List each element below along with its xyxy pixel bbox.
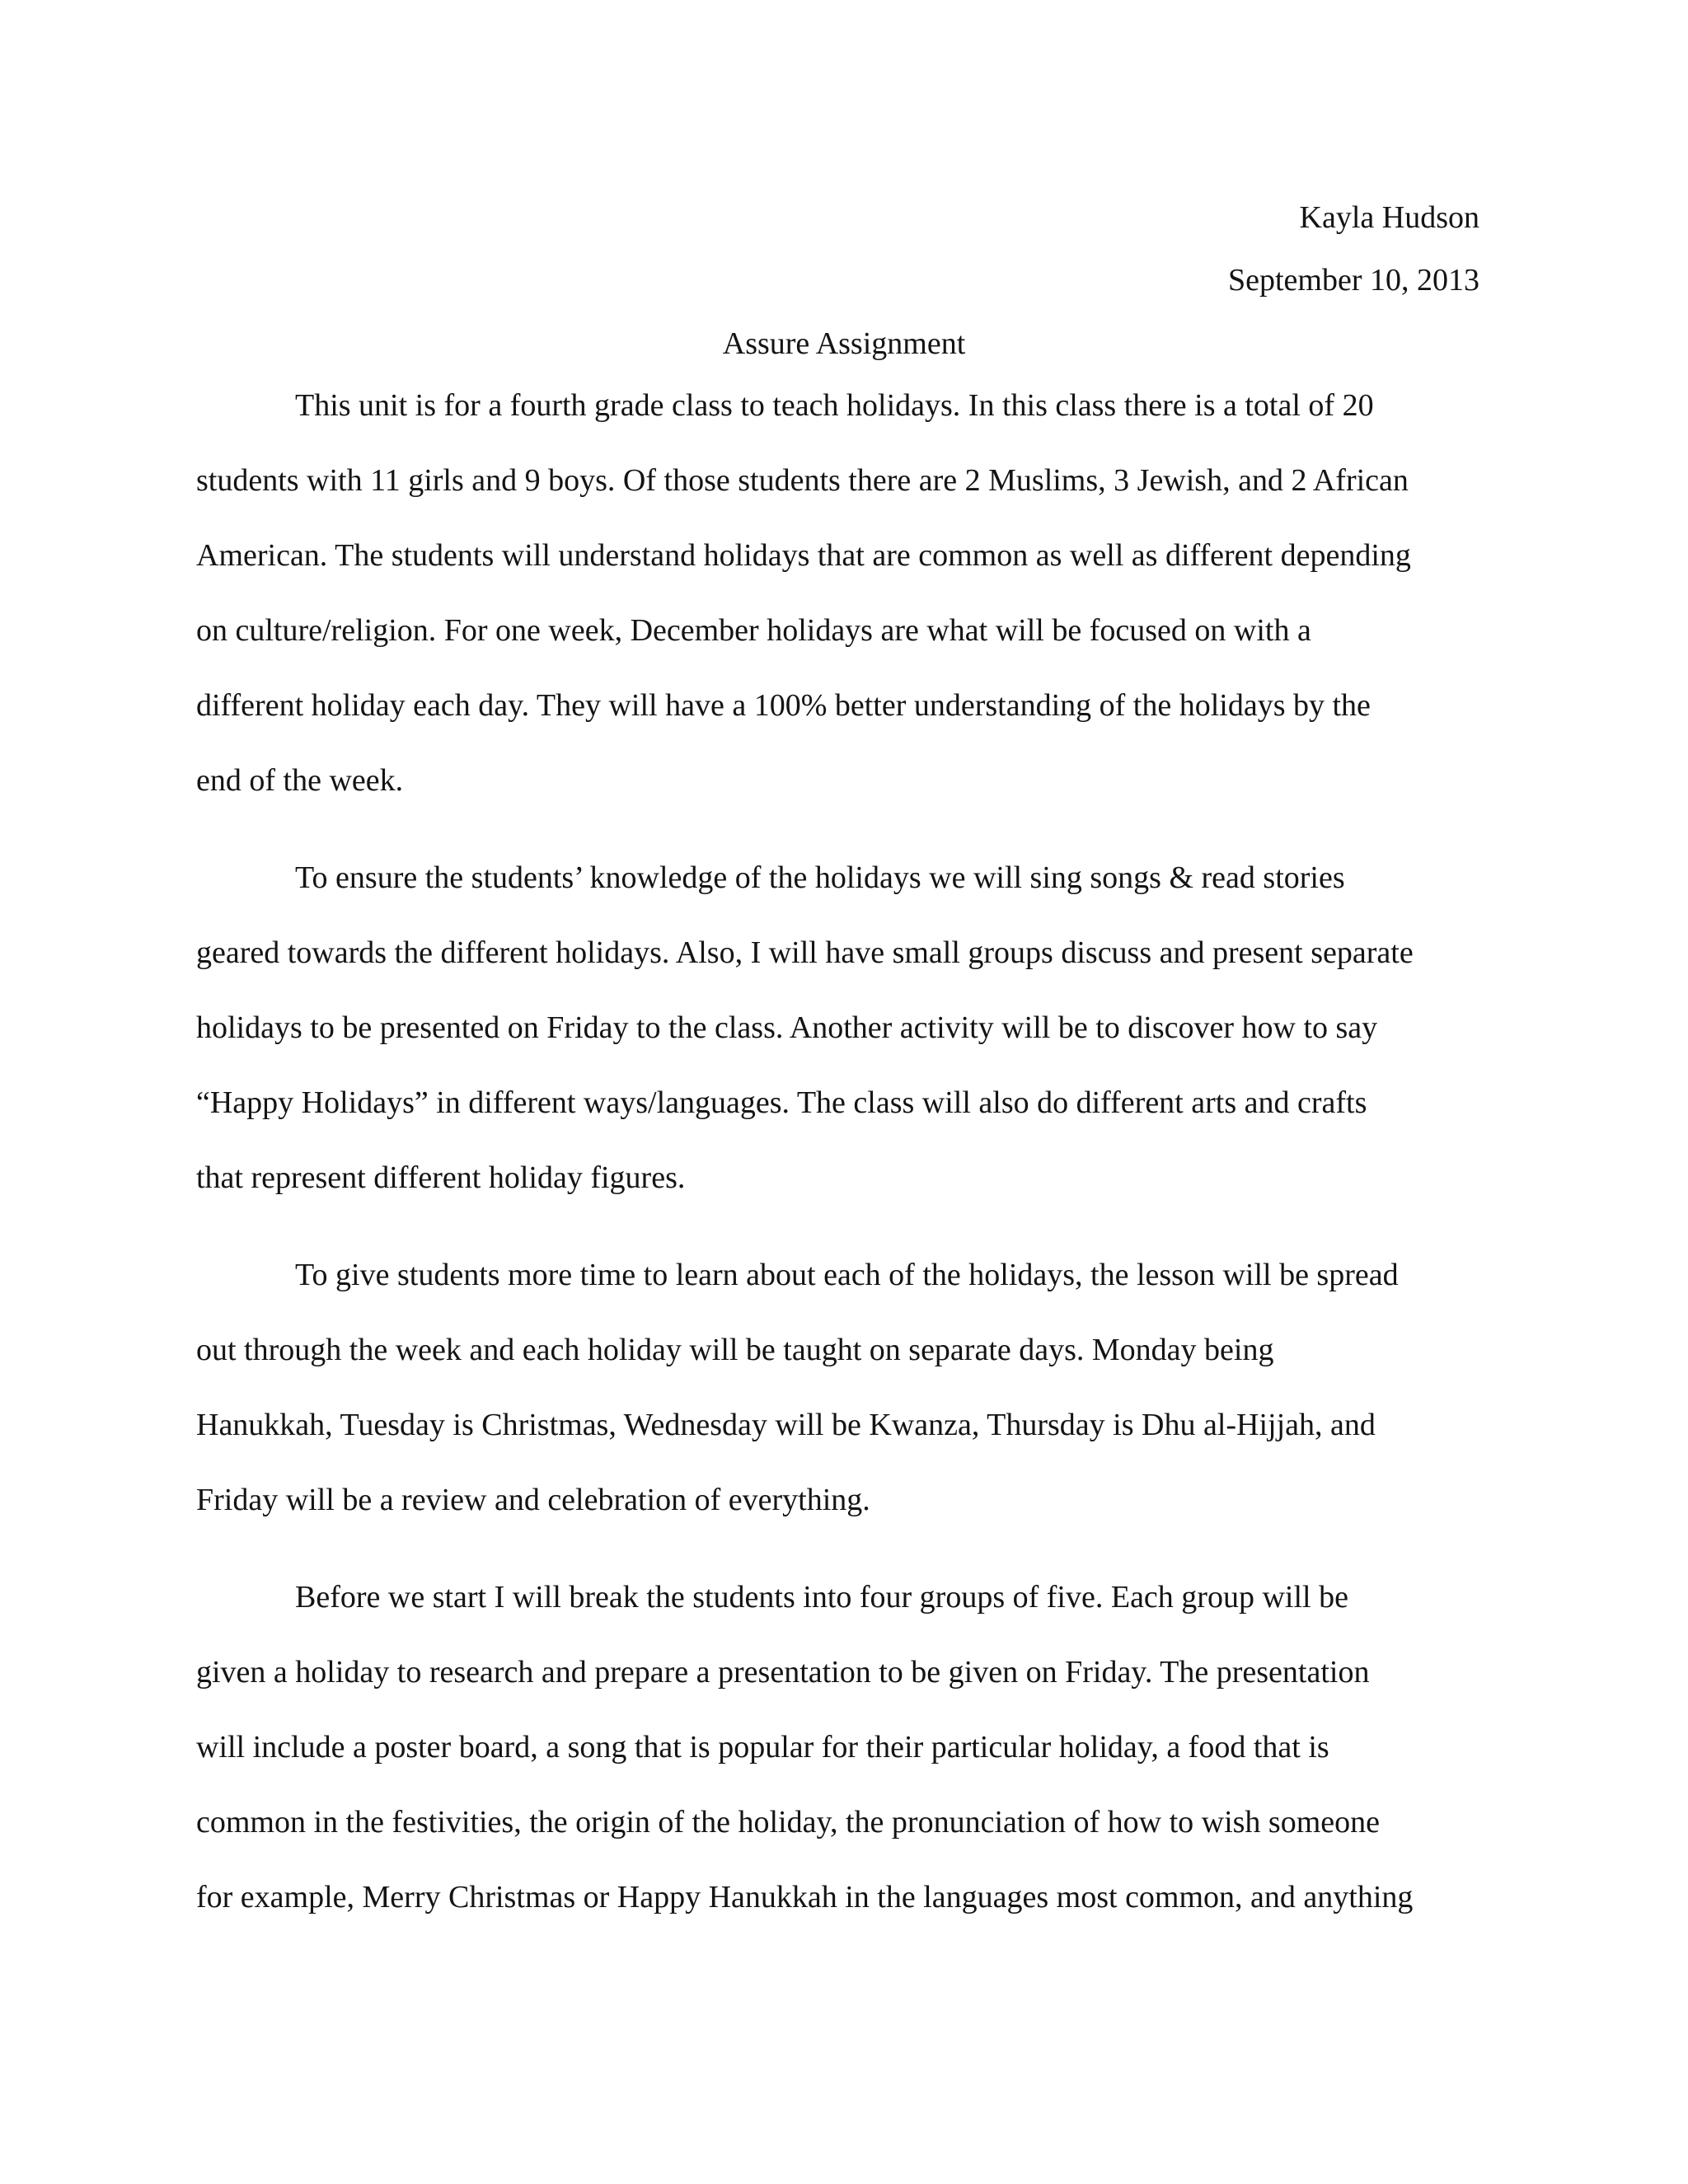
paragraph-line: geared towards the different holidays. Also, I will have small groups discuss and present separate bbox=[196, 935, 1414, 970]
document-title: Assure Assignment bbox=[722, 326, 966, 361]
paragraph-line: holidays to be presented on Friday to the class. Another activity will be to discover how to say bbox=[196, 1010, 1378, 1045]
paragraph-line: To give students more time to learn about each of the holidays, the lesson will be spread bbox=[295, 1258, 1399, 1292]
paragraph-line: given a holiday to research and prepare a presentation to be given on Friday. The presentation bbox=[196, 1655, 1370, 1690]
paragraph-line: This unit is for a fourth grade class to teach holidays. In this class there is a total of 20 bbox=[295, 388, 1374, 423]
document-date: September 10, 2013 bbox=[1227, 263, 1479, 298]
paragraph-line: To ensure the students’ knowledge of the holidays we will sing songs & read stories bbox=[295, 860, 1345, 895]
paragraph-line: for example, Merry Christmas or Happy Hanukkah in the languages most common, and anything bbox=[196, 1880, 1414, 1915]
paragraph-line: students with 11 girls and 9 boys. Of those students there are 2 Muslims, 3 Jewish, and 2 African bbox=[196, 463, 1409, 498]
paragraph-line: different holiday each day. They will have a 100% better understanding of the holidays by the bbox=[196, 688, 1371, 723]
paragraph-line: Friday will be a review and celebration of everything. bbox=[196, 1483, 870, 1517]
paragraph-line: American. The students will understand holidays that are common as well as different depending bbox=[196, 538, 1411, 573]
paragraph-line: Before we start I will break the students into four groups of five. Each group will be bbox=[295, 1580, 1348, 1615]
paragraph-line: common in the festivities, the origin of the holiday, the pronunciation of how to wish someone bbox=[196, 1805, 1381, 1840]
paragraph-line: “Happy Holidays” in different ways/languages. The class will also do different arts and crafts bbox=[196, 1085, 1367, 1120]
paragraph-line: on culture/religion. For one week, December holidays are what will be focused on with a bbox=[196, 613, 1311, 648]
paragraph-line: that represent different holiday figures. bbox=[196, 1160, 686, 1195]
author-name: Kayla Hudson bbox=[1299, 200, 1479, 235]
paragraph-line: will include a poster board, a song that is popular for their particular holiday, a food that is bbox=[196, 1730, 1329, 1765]
paragraph-line: Hanukkah, Tuesday is Christmas, Wednesday will be Kwanza, Thursday is Dhu al-Hijjah, and bbox=[196, 1408, 1376, 1442]
paragraph-line: out through the week and each holiday will be taught on separate days. Monday being bbox=[196, 1333, 1274, 1367]
paragraph-line: end of the week. bbox=[196, 763, 404, 798]
